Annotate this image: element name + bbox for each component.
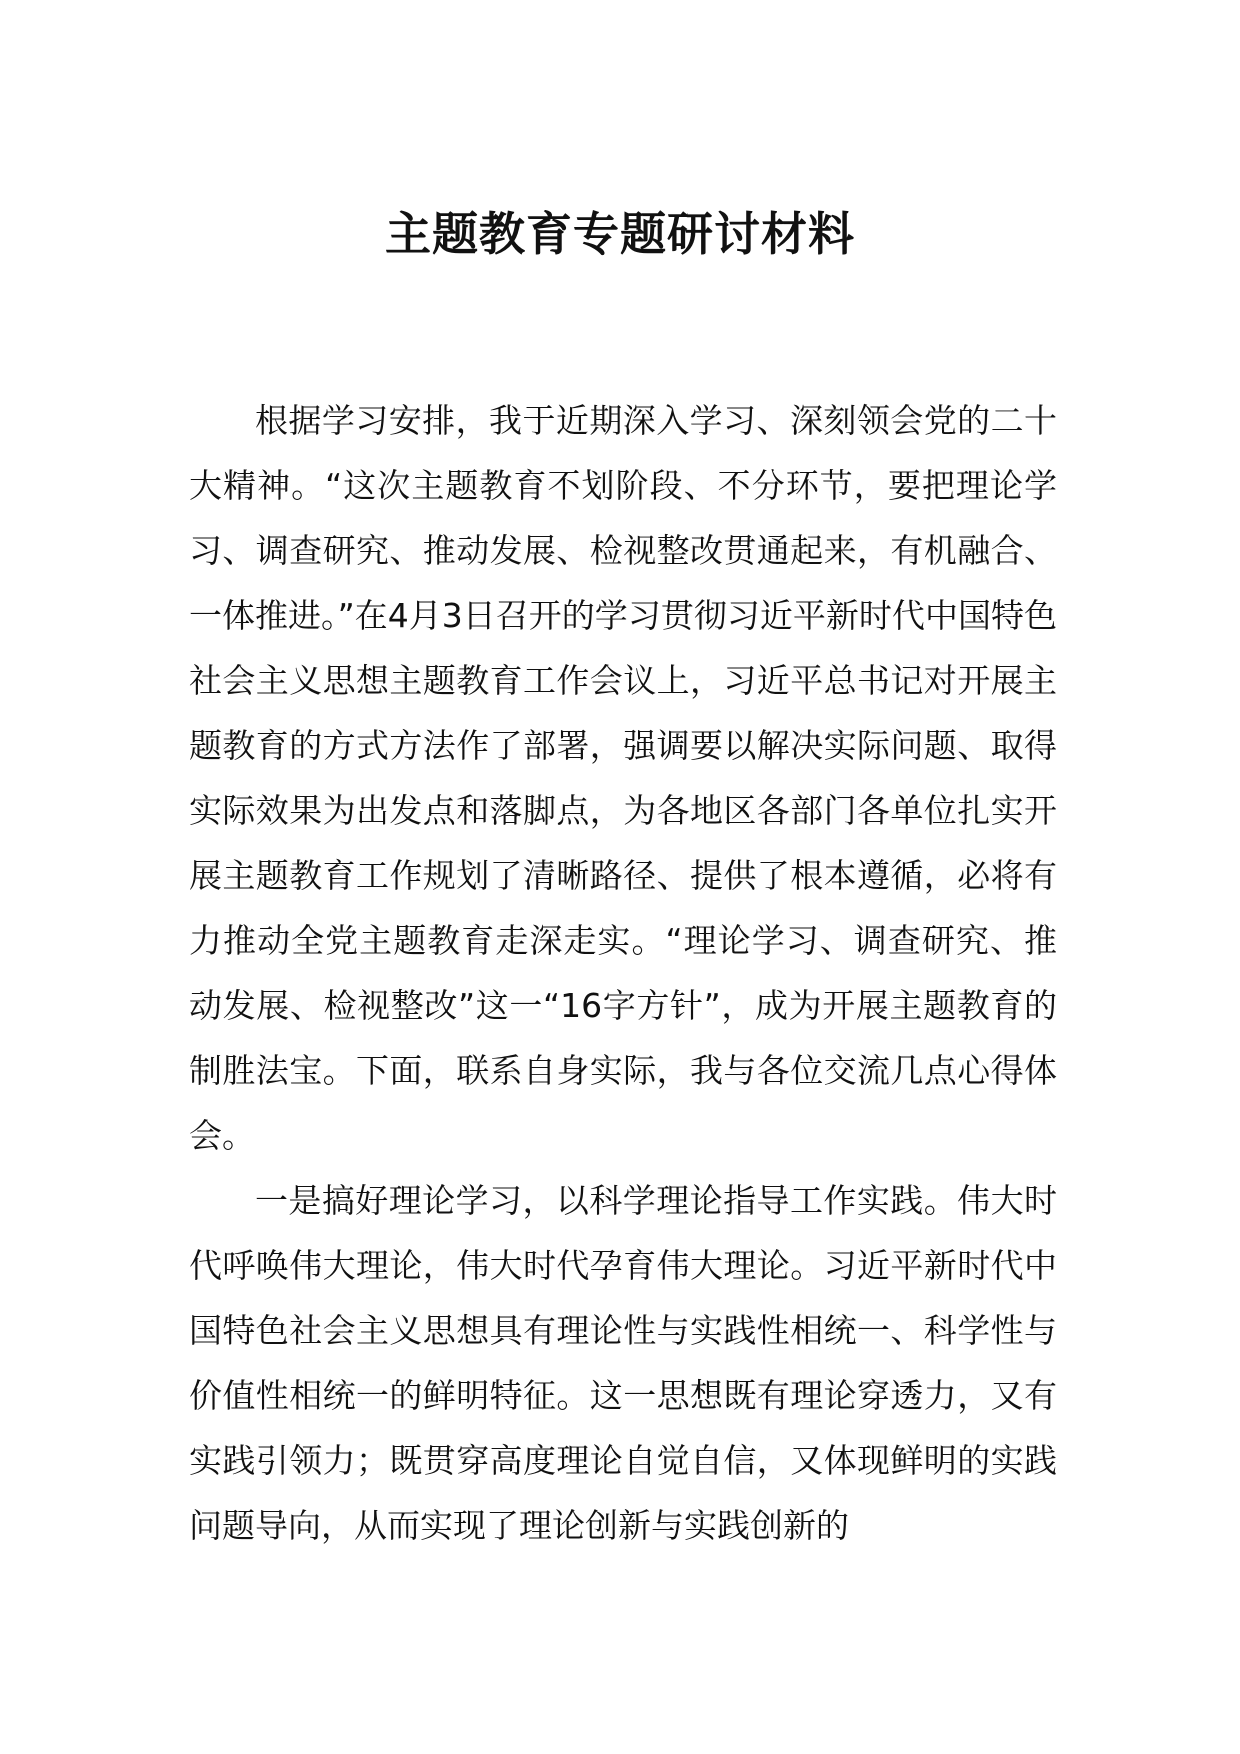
paragraph-point-one: 一是搞好理论学习，以科学理论指导工作实践。伟大时代呼唤伟大理论，伟大时代孕育伟大理论。习近平新时代中国特色社会主义思想具有理论性与实践性相统一、科学性与价值性相统一的鲜明特征。这一思想既有理论穿透力，又有实践引领力；既贯穿高度理论自觉自信，又体现鲜明的实践问题导向，从而实现了理论创新与实践创新的 bbox=[189, 1181, 1057, 1545]
document-body bbox=[189, 388, 1057, 1558]
paragraph-intro: 根据学习安排，我于近期深入学习、深刻领会党的二十大精神。“这次主题教育不划阶段、不分环节，要把理论学习、调查研究、推动发展、检视整改贯通起来，有机融合、一体推进。”在4月3日召开的学习贯彻习近平新时代中国特色社会主义思想主题教育工作会议上，习近平总书记对开展主题教育的方式方法作了部署，强调要以解决实际问题、取得实际效果为出发点和落脚点，为各地区各部门各单位扎实开展主题教育工作规划了清晰路径、提供了根本遵循，必将有力推动全党主题教育走深走实。“理论学习、调查研究、推动发展、检视整改”这一“16字方针”，成为开展主题教育的制胜法宝。下面，联系自身实际，我与各位交流几点心得体会。 bbox=[189, 401, 1057, 1155]
document-title: 主题教育专题研讨材料 bbox=[385, 207, 855, 261]
